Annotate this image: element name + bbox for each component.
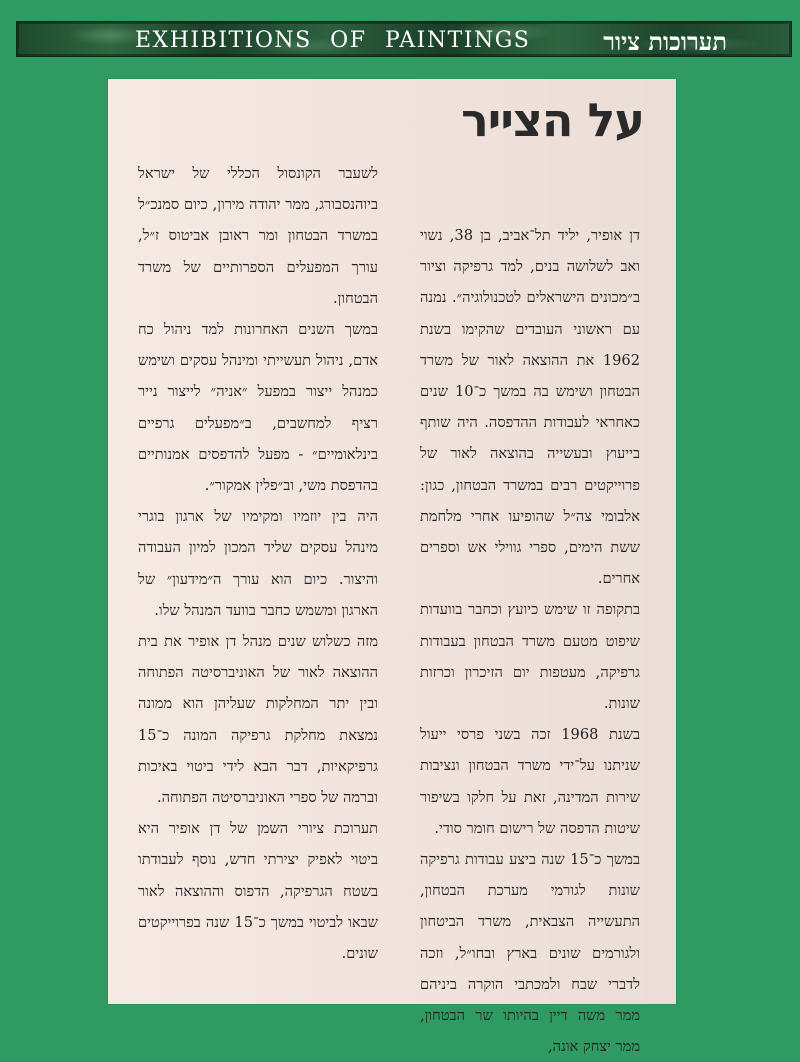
paragraph: היה בין יוזמיו ומקימיו של ארגון בוגרי מינהל עסקים שליד המכון למיון העבודה והיצור. כיום הוא עורך ה״מידעון״ של הארגון ומשמש כחבר בוועד המנהל שלו.	[138, 508, 378, 619]
paragraph: לשעבר הקונסול הכללי של ישראל ביוהנסבורג, ממר יהודה מירון, כיום סמנכ״ל במשרד הבטחון ומר ראובן אביטוס ז״ל, עורך המפעלים הספרותיים של משרד הבטחון.	[138, 165, 378, 307]
article-column-right	[420, 220, 640, 1062]
paragraph: תערוכת ציורי השמן של דן אופיר היא ביטוי לאפיק יצירתי חדש, נוסף לעבודתו בשטח הגרפיקה, הדפוס וההוצאה לאור שבאו לביטוי במשך כ־15 שנה בפרוייקטים שונים.	[138, 820, 378, 963]
article-scan	[108, 79, 676, 1056]
banner-title-hebrew: תערוכות ציור	[603, 27, 727, 56]
article-column-left	[138, 158, 378, 969]
paragraph: בתקופה זו שימש כיועץ וכחבר בוועדות שיפוט מטעם משרד הבטחון בעבודות גרפיקה, מעטפות יום הזיכרון וכרזות שונות.	[420, 601, 640, 713]
paragraph: במשך כ־15 שנה ביצע עבודות גרפיקה שונות לגורמי מערכת הבטחון, התעשייה הצבאית, משרד הביטחון ולגורמים שונים בארץ ובחו״ל, וזכה לדברי שבח ולמכתבי הוקרה ביניהם ממר משה דיין בהיותו שר הבטחון, ממר יצחק אונה,	[420, 851, 640, 1056]
paragraph: מזה כשלוש שנים מנהל דן אופיר את בית ההוצאה לאור של האוניברסיטה הפתוחה ובין יתר המחלקות שעליהן הוא ממונה נמצאת מחלקת גרפיקה המונה כ־15 גרפיקאיות, דבר הבא לידי ביטוי באיכות וברמה של ספרי האוניברסיטה הפתוחה.	[138, 633, 378, 807]
banner-title-english: EXHIBITIONS OF PAINTINGS	[135, 28, 531, 53]
paragraph: דן אופיר, יליד תל־אביב, בן 38, נשוי ואב לשלושה בנים, למד גרפיקה וציור ב״מכונים הישראלים לטכנולוגיה״. נמנה עם ראשוני העובדים שהקימו בשנת 1962 את ההוצאה לאור של משרד הבטחון ושימש בה במשך כ־10 שנים כאחראי לעבודות ההדפסה. היה שותף בייעוץ ובעשייה בהוצאה לאור של פרוייקטים רבים במשרד הבטחון, כגון: אלבומי צה״ל שהופיעו אחרי מלחמת ששת הימים, ספרי גווילי אש וספרים אחרים.	[420, 227, 641, 588]
article-heading: על הצייר	[461, 93, 644, 147]
paragraph: בשנת 1968 זכה בשני פרסי ייעול שניתנו על־ידי משרד הבטחון ונציבות שירות המדינה, זאת על חלקו בשיפור שיטות הדפסה של רישום חומר סודי.	[420, 726, 640, 837]
paragraph: במשך השנים האחרונות למד ניהול כח אדם, ניהול תעשייתי ומינהל עסקים ושימש כמנהל ייצור במפעל ״אניה״ לייצור נייר רציף למחשבים, ב״מפעלים גרפיים בינלאומיים״ - מפעל להדפסים אמנותיים בהדפסת משי, וב״פלין אמקור״.	[138, 321, 378, 495]
exhibitions-banner	[16, 21, 792, 57]
